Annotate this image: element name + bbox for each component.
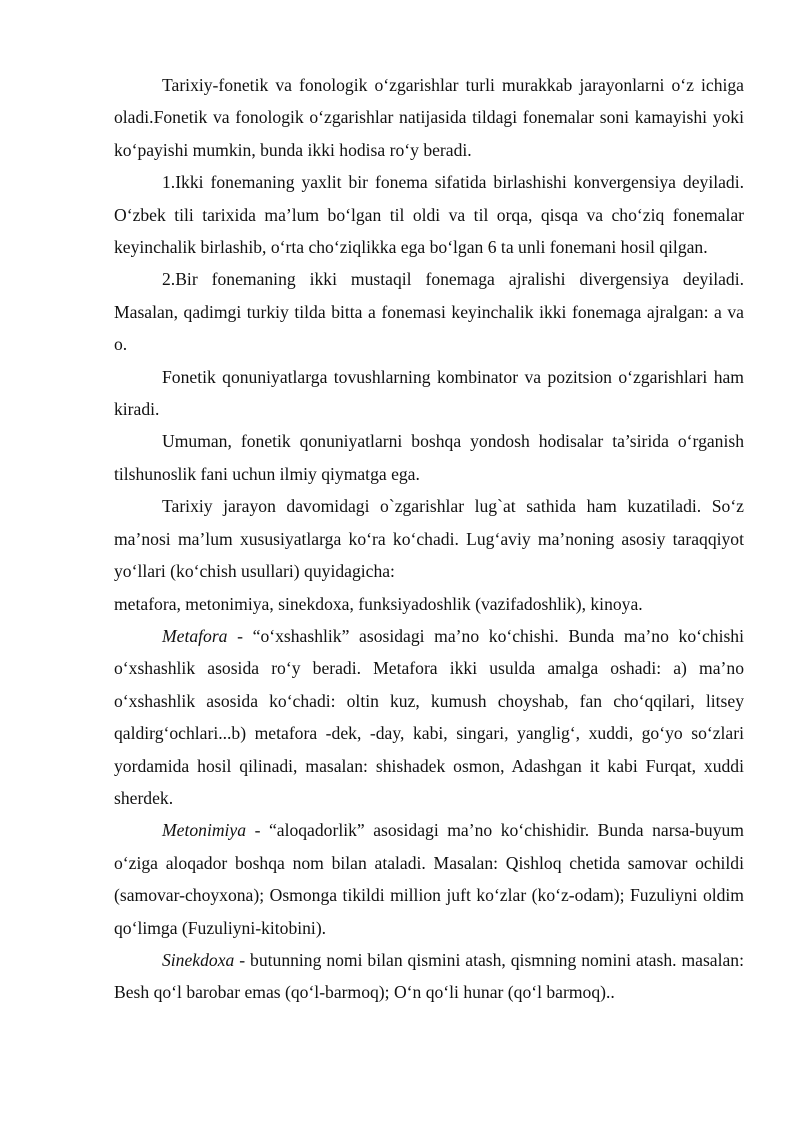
metafora-text: - “o‘xshashlik” asosidagi ma’no ko‘chishi. Bunda ma’no ko‘chishi o‘xshashlik asosida ro‘y beradi. Metafora ikki usulda amalga oshadi: a) ma’no o‘xshashlik asosida ko‘chadi: oltin kuz, kumush choyshab, fan cho‘qqilari, litsey qaldirg‘ochlari...b) metafora -dek, -day, kabi, singari, yanglig‘, xuddi, go‘yo so‘zlari yordamida hosil qilinadi, masalan: shishadek osmon, Adashgan it kabi Furqat, xuddi sherdek. (114, 625, 744, 808)
paragraph-summary: Umuman, fonetik qonuniyatlarni boshqa yondosh hodisalar ta’sirida o‘rganish tilshunoslik fani uchun ilmiy qiymatga ega. (114, 431, 744, 484)
sinekdoxa-text: - butunning nomi bilan qismini atash, qismning nomini atash. masalan: Besh qo‘l barobar emas (qo‘l-barmoq); O‘n qo‘li hunar (qo‘l barmoq).. (114, 949, 744, 1003)
paragraph-convergence: 1.Ikki fonemaning yaxlit bir fonema sifatida birlashishi konvergensiya deyiladi. O‘zbek tili tarixida ma’lum bo‘lgan til oldi va til orqa, qisqa va cho‘ziq fonemalar keyinchalik birlashib, o‘rta cho‘ziqlikka ega bo‘lgan 6 ta unli fonemani hosil qilgan. (114, 172, 744, 258)
term-metonimiya: Metonimiya (162, 820, 247, 841)
paragraph-metafora (114, 620, 744, 814)
paragraph-metonimiya (114, 814, 744, 944)
paragraph-combinatory: Fonetik qonuniyatlarga tovushlarning kombinator va pozitsion o‘zgarishlari ham kiradi. (114, 366, 744, 420)
term-metafora: Metafora (162, 625, 228, 646)
paragraph-divergence: 2.Bir fonemaning ikki mustaqil fonemaga ajralishi divergensiya deyiladi. Masalan, qadimgi turkiy tilda bitta a fonemasi keyinchalik ikki fonemaga ajralgan: a va o. (114, 269, 744, 355)
list-line: metafora, metonimiya, sinekdoxa, funksiyadoshlik (vazifadoshlik), kinoya. (114, 593, 643, 614)
paragraph-sinekdoxa (114, 944, 744, 1009)
paragraph-intro: Tarixiy-fonetik va fonologik o‘zgarishlar turli murakkab jarayonlarni o‘z ichiga oladi.Fonetik va fonologik o‘zgarishlar natijasida tildagi fonemalar soni kamayishi yoki ko‘payishi mumkin, bunda ikki hodisa ro‘y beradi. (114, 75, 744, 160)
paragraph-lexical: Tarixiy jarayon davomidagi o`zgarishlar lug`at sathida ham kuzatiladi. So‘z ma’nosi ma’lum xususiyatlarga ko‘ra ko‘chadi. Lug‘aviy ma’noning asosiy taraqqiyot yo‘llari (ko‘chish usullari) quyidagicha: (114, 496, 744, 582)
document-page (114, 69, 744, 1009)
metonimiya-text: - “aloqadorlik” asosidagi ma’no ko‘chishidir. Bunda narsa-buyum o‘ziga aloqador boshqa nom bilan ataladi. Masalan: Qishloq chetida samovar ochildi (samovar-choyxona); Osmonga tikildi million juft ko‘zlar (ko‘z-odam); Fuzuliyni oldim qo‘limga (Fuzuliyni-kitobini). (114, 820, 744, 938)
term-sinekdoxa: Sinekdoxa (162, 949, 235, 970)
